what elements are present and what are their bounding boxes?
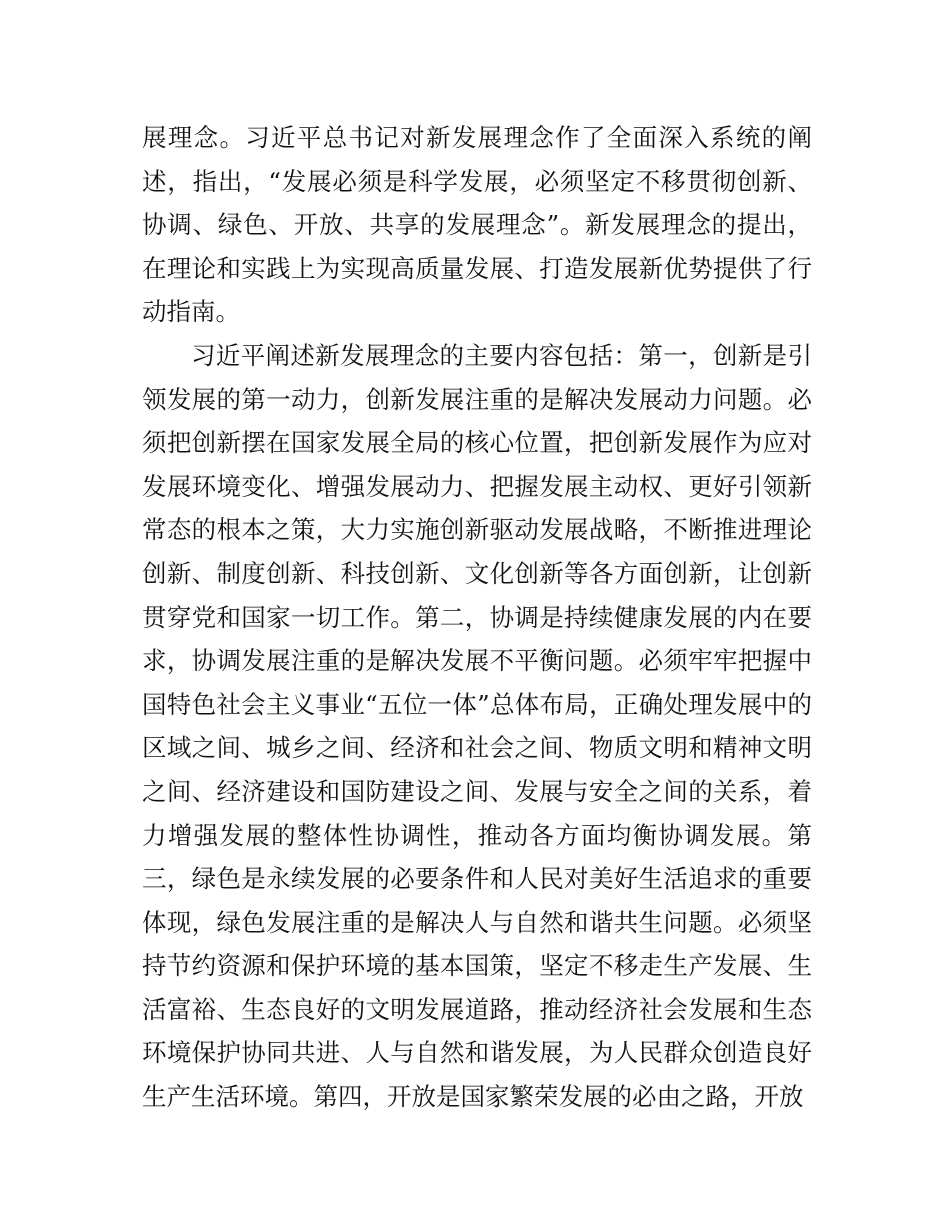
- paragraph-main-content: 习近平阐述新发展理念的主要内容包括：第一，创新是引领发展的第一动力，创新发展注重的是解决发展动力问题。必须把创新摆在国家发展全局的核心位置，把创新发展作为应对发展环境变化、增强发展动力、把握发展主动权、更好引领新常态的根本之策，大力实施创新驱动发展战略，不断推进理论创新、制度创新、科技创新、文化创新等各方面创新，让创新贯穿党和国家一切工作。第二，协调是持续健康发展的内在要求，协调发展注重的是解决发展不平衡问题。必须牢牢把握中国特色社会主义事业“五位一体”总体布局，正确处理发展中的区域之间、城乡之间、经济和社会之间、物质文明和精神文明之间、经济建设和国防建设之间、发展与安全之间的关系，着力增强发展的整体性协调性，推动各方面均衡协调发展。第三，绿色是永续发展的必要条件和人民对美好生活追求的重要体现，绿色发展注重的是解决人与自然和谐共生问题。必须坚持节约资源和保护环境的基本国策，坚定不移走生产发展、生活富裕、生态良好的文明发展道路，推动经济社会发展和生态环境保护协同共进、人与自然和谐发展，为人民群众创造良好生产生活环境。第四，开放是国家繁荣发展的必由之路，开放: [142, 340, 812, 1112]
- document-body: [142, 116, 812, 1119]
- paragraph-new-development-concept-intro: 展理念。习近平总书记对新发展理念作了全面深入系统的阐述，指出，“发展必须是科学发展，必须坚定不移贯彻创新、协调、绿色、开放、共享的发展理念”。新发展理念的提出，在理论和实践上为实现高质量发展、打造发展新优势提供了行动指南。: [142, 123, 812, 327]
